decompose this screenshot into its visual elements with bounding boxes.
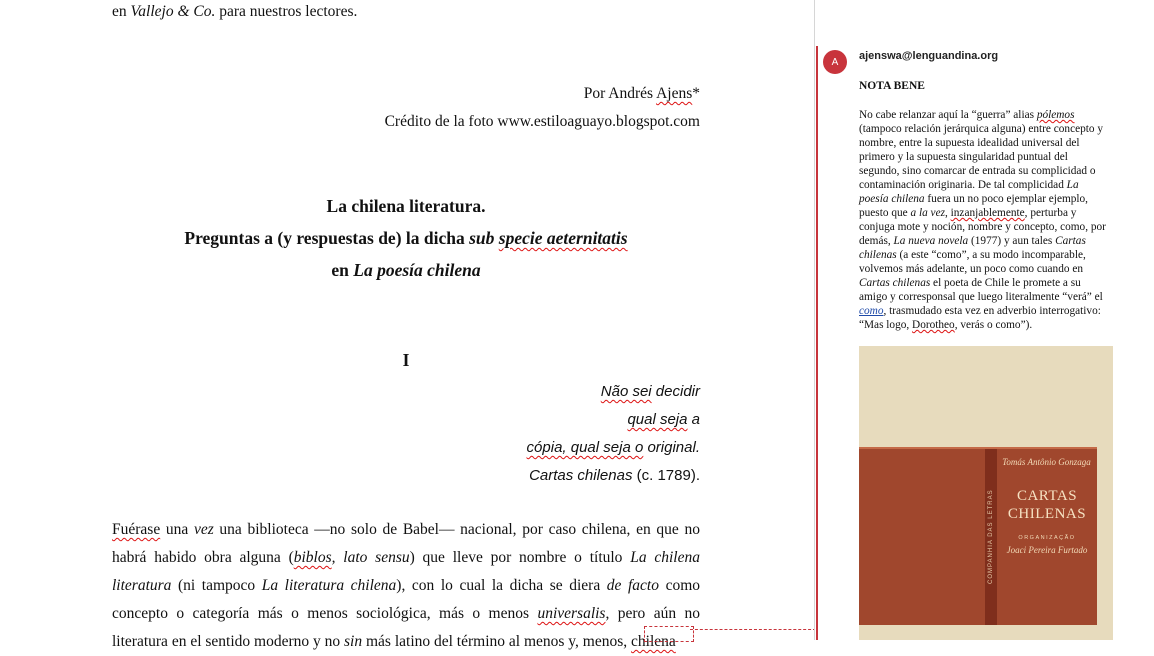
comment-line: contaminación originaria. De tal complicidad La (859, 179, 1079, 191)
comment-line: nombre, entre la supuesta idealidad universal del (859, 137, 1080, 149)
book-title: CARTAS CHILENAS (1007, 488, 1087, 522)
comment-line: No cabe relanzar aquí la “guerra” alias pólemos (859, 109, 1075, 121)
comment-line: amigo y corresponsal que luego literalmente “verá” el (859, 291, 1103, 303)
section-numeral: I (402, 350, 410, 370)
paragraph-line1: Fuérase una vez una biblioteca —no solo de Babel— nacional, por caso chilena, en que no (112, 521, 700, 538)
epigraph-source: Cartas chilenas (c. 1789). (529, 467, 700, 484)
comment-body[interactable] (859, 108, 1125, 332)
comment-line: puesto que a la vez, inzanjablemente, perturba y (859, 207, 1077, 219)
article-title-line1: La chilena literatura. (326, 196, 486, 216)
comment-connector-line (690, 629, 816, 630)
comment-active-bar (816, 46, 818, 640)
photo-credit: Crédito de la foto www.estiloaguayo.blogspot.com (384, 113, 700, 130)
prev-paragraph-line: en Vallejo & Co. para nuestros lectores. (112, 3, 358, 20)
comment-line: “Mas logo, Dorotheo, verás o como”). (859, 319, 1033, 331)
paragraph-line3: literatura (ni tampoco La literatura chilena), con lo cual la dicha se diera de facto como (112, 577, 701, 594)
comment-line: como, trasmudado esta vez en adverbio interrogativo: (859, 305, 1101, 317)
user-avatar[interactable]: A (823, 50, 847, 74)
book-author: Tomás Antônio Gonzaga (1002, 457, 1091, 467)
epigraph-line3: cópia, qual seja o original. (526, 439, 700, 456)
byline: Por Andrés Ajens* (583, 85, 700, 102)
comment-line: segundo, sino comarcar de entrada su complicidad o (859, 165, 1096, 177)
comment-line: (tampoco relación jerárquica alguna) entre concepto y (859, 123, 1104, 135)
article-title-line2: Preguntas a (y respuestas de) la dicha sub specie aeternitatis (184, 228, 628, 248)
comment-line: primero y la supuesta singularidad puntual del (859, 151, 1068, 163)
comment-line: conjuga mote y noción, nombre y concepto, como, por (859, 221, 1106, 233)
comment-title: NOTA BENE (859, 80, 925, 92)
comment-author: ajenswa@lenguandina.org (859, 50, 999, 62)
paragraph-line4: concepto o categoría más o menos sociológica, más o menos universalis, pero aún no (112, 605, 700, 622)
epigraph-line1: Não sei decidir (600, 383, 700, 400)
paragraph-line5: literatura en el sentido moderno y no sin más latino del término al menos y, menos, chilena (112, 633, 676, 650)
paragraph-line2: habrá habido obra alguna (biblos, lato sensu) que lleve por nombre o título La chilena (112, 549, 700, 566)
book-org-label: ORGANIZAÇÃO (1018, 535, 1076, 541)
book-cover-image (859, 346, 1113, 640)
comment-line: demás, La nueva novela (1977) y aun tales Cartas (859, 235, 1086, 247)
comment-line: Cartas chilenas el poeta de Chile le promete a su (859, 277, 1081, 289)
article-title-line3: en La poesía chilena (331, 260, 481, 280)
book-editor: Joaci Pereira Furtado (1006, 545, 1088, 555)
book-cover (859, 447, 1097, 625)
comment-line: volvemos más adelante, un poco como cuando en (859, 263, 1083, 275)
comment-line: chilenas (a este “como”, a su modo incomparable, (859, 249, 1086, 261)
epigraph-line2: qual seja a (627, 411, 700, 428)
book-spine-label: COMPANHIA DAS LETRAS (985, 449, 997, 625)
comment-line: poesía chilena fuera un no poco ejemplar ejemplo, (859, 193, 1089, 205)
